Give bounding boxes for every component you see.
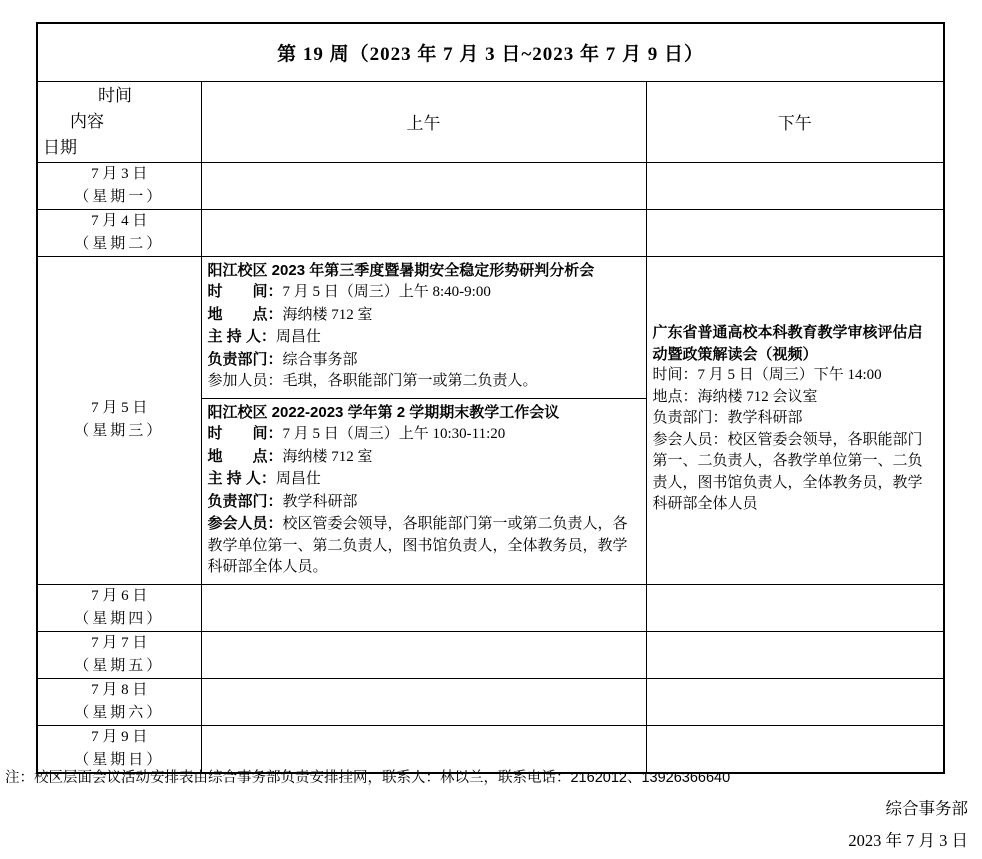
host-value: 周昌仕 [275,329,321,345]
row-jul-3 [37,162,944,209]
title-row [37,23,944,81]
date-text: 7 月 5 日 [91,400,148,416]
meeting-participants-line [208,513,640,579]
date-text: 7 月 8 日 [91,681,148,698]
row-jul-7 [37,631,944,678]
morning-meeting-2 [202,399,646,584]
morning-cell-jul-6 [201,584,646,631]
afternoon-cell-jul-3 [646,162,944,209]
dept-value: 综合事务部 [282,351,358,368]
morning-column-header: 上午 [201,81,646,162]
dept-label: 负责部门： [207,350,283,368]
meeting-place-line [653,387,938,409]
signature-department: 综合事务部 [885,799,968,818]
place-value: 海纳楼 712 室 [282,448,373,465]
host-value: 周昌仕 [275,471,321,487]
meeting-participants-line [653,430,938,516]
schedule-table [36,22,945,774]
time-value: 7 月 5 日（周三）上午 8:40-9:00 [282,284,491,300]
participants-value: 校区管委会领导，各职能部门第一或第二负责人，各教学单位第一、第二负责人，图书馆负责人，全体教务员，教学科研部全体人员。 [207,516,628,575]
participants-value: 校区管委会领导，各职能部门第一、二负责人，各教学单位第一、二负责人，图书馆负责人，全体教务员，教学科研部全体人员 [652,431,923,513]
row-jul-4 [37,209,944,256]
afternoon-cell-jul-7 [646,631,944,678]
weekday-text: （星期六） [74,704,165,721]
week-title: 第 19 周（2023 年 7 月 3 日~2023 年 7 月 9 日） [37,23,944,81]
participants-label: 参加人员： [207,373,283,389]
place-label: 地点： [652,388,698,405]
time-value: 7 月 5 日（周三）上午 10:30-11:20 [282,426,506,442]
morning-cell-jul-5 [201,256,646,584]
meeting-title: 阳江校区 2022-2023 学年第 2 学期期末教学工作会议 [207,403,560,421]
date-cell-jul-8 [37,678,201,725]
time-label: 时间： [652,367,698,384]
meeting-dept-line [208,349,640,372]
meeting-host-line [208,326,640,349]
weekday-text: （星期四） [74,610,165,627]
header-row [37,81,944,162]
place-label: 地 点： [207,447,283,465]
participants-value: 毛琪，各职能部门第一或第二负责人。 [282,373,538,389]
morning-meeting-1 [202,257,646,399]
meeting-place-line [208,304,640,327]
dept-label: 负责部门： [207,492,283,510]
meeting-title: 广东省普通高校本科教育教学审核评估启动暨政策解读会（视频） [652,324,923,363]
dept-value: 教学科研部 [727,410,803,427]
date-text: 7 月 4 日 [91,212,148,229]
time-label: 时 间： [207,425,283,442]
place-value: 海纳楼 712 会议室 [697,388,818,405]
time-value: 7 月 5 日（周三）下午 14:00 [697,367,882,384]
date-text: 7 月 9 日 [91,728,148,745]
morning-cell-jul-8 [201,678,646,725]
afternoon-column-header: 下午 [646,81,944,162]
place-value: 海纳楼 712 室 [282,306,373,323]
date-cell-jul-3 [37,162,201,209]
corner-label-content: 内容 [70,111,104,131]
weekday-text: （星期日） [74,751,165,768]
meeting-dept-line [208,491,640,514]
weekday-text: （星期三） [74,423,165,439]
morning-cell-jul-3 [201,162,646,209]
row-jul-5 [37,256,944,584]
participants-label: 参会人员： [652,431,728,448]
row-jul-8 [37,678,944,725]
meeting-dept-line [653,408,938,430]
place-label: 地 点： [207,305,283,323]
weekday-text: （星期五） [74,657,165,674]
meeting-participants-line [208,371,640,393]
date-cell-jul-4 [37,209,201,256]
signature-date: 2023 年 7 月 3 日 [848,831,968,850]
afternoon-cell-jul-6 [646,584,944,631]
meeting-time-line [208,281,640,304]
meeting-title: 阳江校区 2023 年第三季度暨暑期安全稳定形势研判分析会 [207,261,595,279]
morning-cell-jul-4 [201,209,646,256]
weekday-text: （星期一） [74,188,165,205]
corner-label-date: 日期 [43,137,77,157]
participants-label: 参会人员： [207,515,283,532]
afternoon-cell-jul-8 [646,678,944,725]
row-jul-6 [37,584,944,631]
afternoon-cell-jul-5 [646,256,944,584]
footnote: 注：校区层面会议活动安排表由综合事务部负责安排挂网，联系人：林以兰，联系电话：2162012、13926366640 [5,770,731,786]
meeting-place-line [208,446,640,469]
date-text: 7 月 7 日 [91,634,148,651]
host-label: 主 持 人： [207,328,276,345]
date-text: 7 月 3 日 [91,165,148,182]
dept-value: 教学科研部 [282,493,358,510]
weekday-text: （星期二） [74,235,165,252]
meeting-host-line [208,468,640,491]
date-cell-jul-5 [37,256,201,584]
meeting-time-line [653,365,938,387]
dept-label: 负责部门： [652,410,728,427]
date-cell-jul-7 [37,631,201,678]
afternoon-cell-jul-4 [646,209,944,256]
time-label: 时 间： [207,283,283,300]
host-label: 主 持 人： [207,470,276,487]
corner-label-time: 时间 [98,85,132,105]
date-cell-jul-6 [37,584,201,631]
morning-cell-jul-7 [201,631,646,678]
corner-header-cell [37,81,201,162]
date-text: 7 月 6 日 [91,587,148,604]
afternoon-meeting [647,319,944,521]
meeting-time-line [208,423,640,446]
